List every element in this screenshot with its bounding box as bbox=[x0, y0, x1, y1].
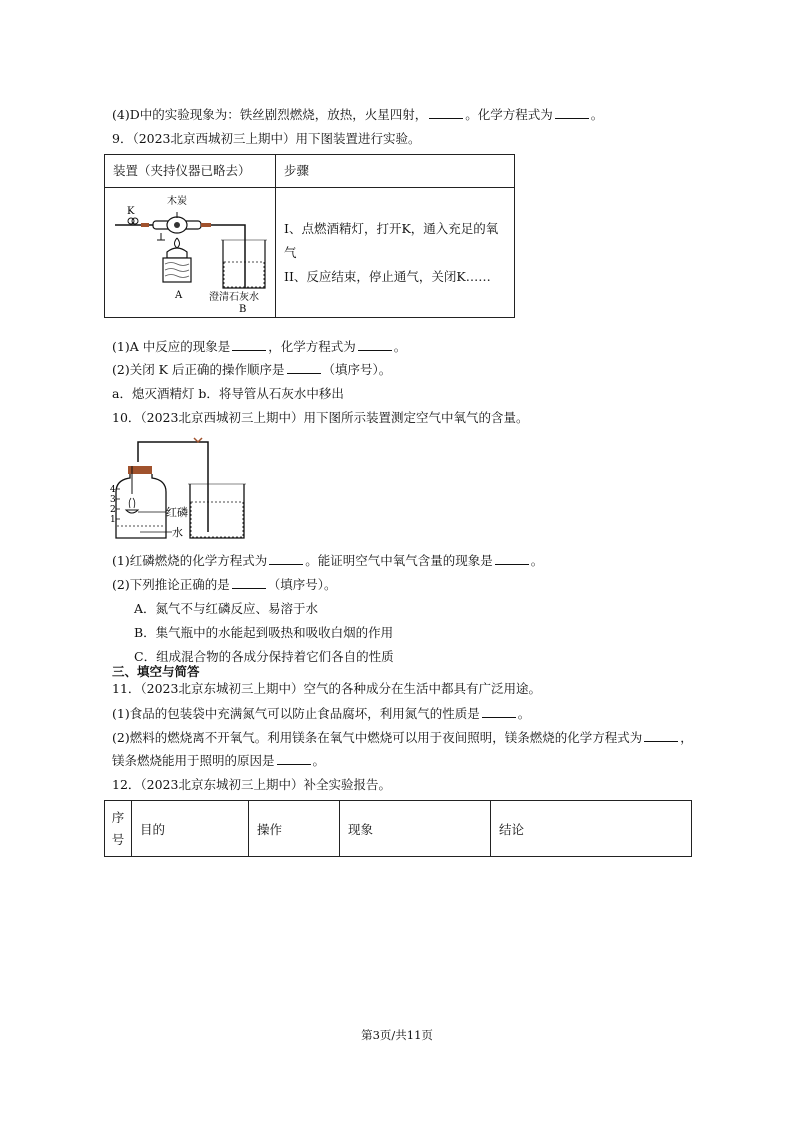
q11-part1-line bbox=[112, 706, 530, 722]
beaker-water bbox=[191, 502, 243, 537]
beaker-b bbox=[223, 240, 265, 288]
q10-option-a[interactable]: A．氮气不与红磷反应、易溶于水 bbox=[134, 601, 319, 616]
q9-part2-end: （填序号）。 bbox=[322, 362, 392, 377]
q10-option-c[interactable]: C．组成混合物的各成分保持着它们各自的性质 bbox=[134, 649, 394, 664]
answer-blank[interactable] bbox=[269, 553, 303, 565]
q12-title: 12．（2023北京东城初三上期中）补全实验报告。 bbox=[112, 777, 391, 792]
fig10-mark-3: 3 bbox=[110, 495, 116, 505]
q9-steps-cell bbox=[276, 188, 515, 318]
fig9-label-b: B bbox=[239, 304, 247, 314]
answer-blank[interactable] bbox=[429, 107, 463, 119]
q10-apparatus-figure bbox=[110, 432, 250, 544]
answer-blank[interactable] bbox=[232, 339, 266, 351]
q11-part2-text: (2)燃料的燃烧离不开氧气。利用镁条在氧气中燃烧可以用于夜间照明，镁条燃烧的化学方程式为 bbox=[112, 730, 643, 745]
charcoal-piece bbox=[174, 222, 180, 228]
q9-apparatus-cell bbox=[105, 188, 276, 318]
alcohol-lamp bbox=[167, 248, 187, 258]
q10-title: 10．（2023北京西城初三上期中）用下图所示装置测定空气中氧气的含量。 bbox=[112, 410, 529, 425]
q11-part1-text: (1)食品的包装袋中充满氮气可以防止食品腐坏，利用氮气的性质是 bbox=[112, 706, 480, 721]
q11-part3-line bbox=[112, 753, 325, 769]
q11-part3-text: 镁条燃烧能用于照明的原因是 bbox=[112, 753, 275, 768]
fig9-label-charcoal: 木炭 bbox=[167, 196, 187, 207]
q9-part1-line bbox=[112, 339, 406, 355]
q9-part2-text: (2)关闭 K 后正确的操作顺序是 bbox=[112, 362, 285, 377]
q12-header-phenomenon: 现象 bbox=[348, 822, 374, 837]
answer-blank[interactable] bbox=[232, 577, 266, 589]
q9-table bbox=[104, 154, 515, 318]
q10-part1-end: 。 bbox=[530, 553, 544, 568]
fig10-label-phosphorus: 红磷 bbox=[166, 506, 188, 519]
flame-icon bbox=[175, 238, 180, 248]
q11-title: 11．（2023北京东城初三上期中）空气的各种成分在生活中都具有广泛用途。 bbox=[112, 681, 541, 696]
fig10-mark-2: 2 bbox=[110, 505, 116, 515]
q11-part2-line bbox=[112, 730, 693, 746]
answer-blank[interactable] bbox=[287, 362, 321, 374]
q12-header-operation: 操作 bbox=[257, 822, 283, 837]
q8-part4-text2: 。化学方程式为 bbox=[465, 107, 553, 122]
fig10-mark-4: 4 bbox=[110, 485, 116, 495]
rubber-connector bbox=[201, 223, 211, 227]
outlet-tube bbox=[211, 225, 245, 288]
q10-option-b[interactable]: B．集气瓶中的水能起到吸热和吸收白烟的作用 bbox=[134, 625, 394, 640]
q9-step-1: I、点燃酒精灯，打开K，通入充足的氧气 bbox=[284, 220, 499, 260]
fig9-label-k: K bbox=[127, 206, 135, 217]
answer-blank[interactable] bbox=[358, 339, 392, 351]
q10-part1-line bbox=[112, 553, 543, 569]
q11-part1-end: 。 bbox=[517, 706, 531, 721]
combustion-spoon bbox=[126, 510, 138, 513]
answer-blank[interactable] bbox=[495, 553, 529, 565]
q9-part2-line bbox=[112, 362, 391, 378]
limewater bbox=[224, 262, 264, 287]
rubber-connector bbox=[141, 223, 149, 227]
q10-part1-text: (1)红磷燃烧的化学方程式为 bbox=[112, 553, 268, 568]
q9-part1-end: 。 bbox=[393, 339, 407, 354]
q8-part4-text: (4)D中的实验现象为：铁丝剧烈燃烧，放热，火星四射， bbox=[112, 107, 428, 122]
q12-table bbox=[104, 800, 692, 857]
answer-blank[interactable] bbox=[555, 107, 589, 119]
q9-part1-text: (1)A 中反应的现象是 bbox=[112, 339, 231, 354]
q10-part2-line bbox=[112, 577, 336, 593]
q12-header-index: 序号 bbox=[111, 809, 125, 847]
q10-part2-text: (2)下列推论正确的是 bbox=[112, 577, 230, 592]
q9-part1-text2: ，化学方程式为 bbox=[268, 339, 356, 354]
q9-apparatus-figure bbox=[105, 188, 273, 314]
water-beaker bbox=[190, 484, 244, 538]
q10-part1-text2: 。能证明空气中氧气含量的现象是 bbox=[305, 553, 493, 568]
q11-part2-end: ， bbox=[680, 730, 693, 745]
q11-part3-end: 。 bbox=[312, 753, 326, 768]
section-title: 三、填空与简答 bbox=[112, 664, 200, 679]
answer-blank[interactable] bbox=[277, 753, 311, 765]
q10-part2-end: （填序号）。 bbox=[267, 577, 337, 592]
q9-table-header-apparatus: 装置（夹持仪器已略去） bbox=[113, 163, 251, 178]
flame-icon bbox=[129, 498, 135, 508]
q9-options: a．熄灭酒精灯 b．将导管从石灰水中移出 bbox=[112, 386, 344, 401]
q12-header-purpose: 目的 bbox=[140, 822, 166, 837]
q9-title: 9．（2023北京西城初三上期中）用下图装置进行实验。 bbox=[112, 131, 421, 146]
fig9-label-a: A bbox=[175, 290, 183, 301]
fig10-mark-1: 1 bbox=[110, 515, 116, 525]
q8-part4-end: 。 bbox=[590, 107, 604, 122]
fig9-label-limewater: 澄清石灰水 bbox=[209, 292, 259, 303]
q9-table-header-steps: 步骤 bbox=[284, 163, 310, 178]
q9-step-2: II、反应结束，停止通气，关闭K…… bbox=[284, 268, 491, 284]
fig10-label-water: 水 bbox=[172, 526, 183, 539]
answer-blank[interactable] bbox=[482, 706, 516, 718]
q12-header-conclusion: 结论 bbox=[499, 822, 525, 837]
gas-bottle bbox=[116, 474, 166, 538]
q8-part4-line bbox=[112, 107, 603, 123]
answer-blank[interactable] bbox=[644, 730, 678, 742]
clamp-icon bbox=[132, 218, 138, 224]
page-footer: 第3页/共11页 bbox=[361, 1028, 433, 1042]
